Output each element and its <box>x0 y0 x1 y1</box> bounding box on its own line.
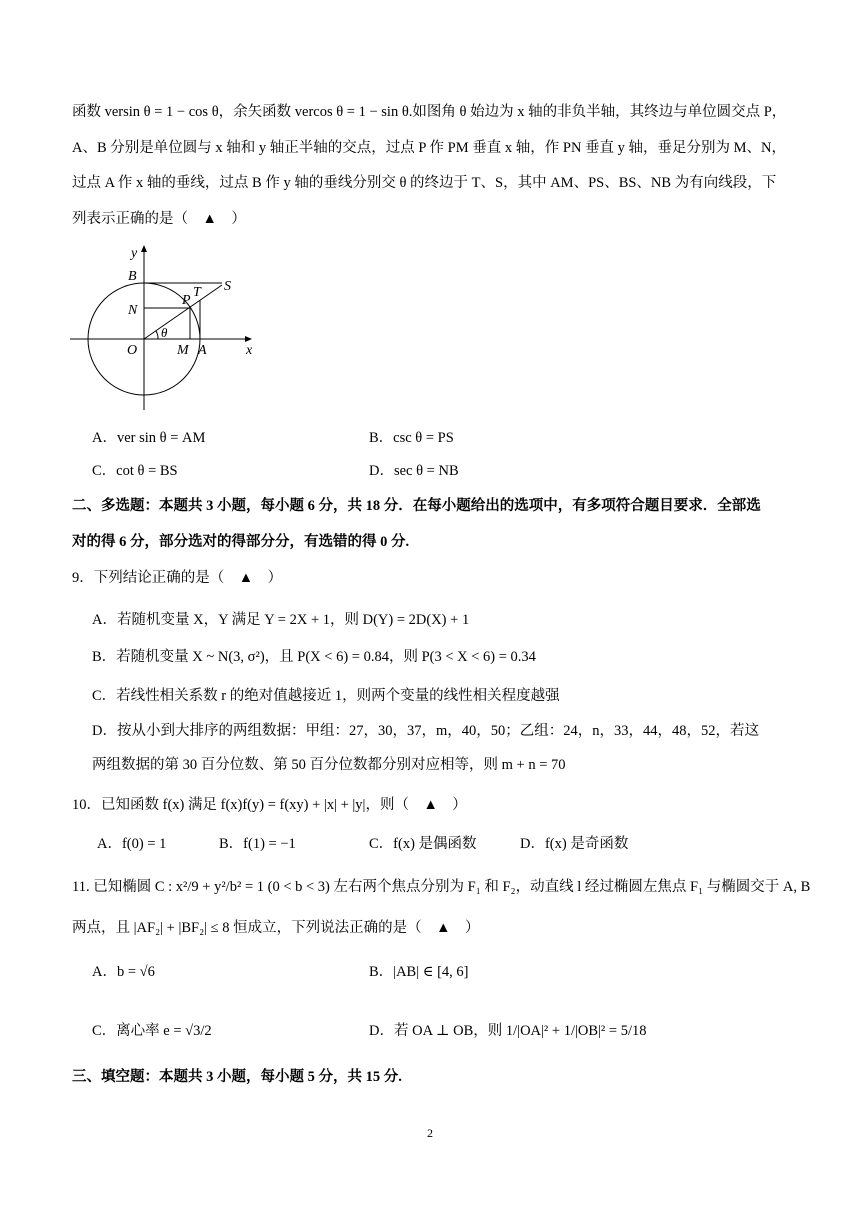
q9-option-c: C．若线性相关系数 r 的绝对值越接近 1，则两个变量的线性相关程度越强 <box>92 688 560 704</box>
label-o: O <box>127 343 138 358</box>
label-s: S <box>224 279 231 294</box>
q10-option-b: B．f(1) = −1 <box>219 836 296 852</box>
q9-stem: 9．下列结论正确的是（ ▲ ） <box>72 570 283 586</box>
q9-option-b: B．若随机变量 X ~ N(3, σ²)，且 P(X < 6) = 0.84，则 P(3 < X < 6) = 0.34 <box>92 649 536 665</box>
q11-option-b: B．|AB| ∈ [4, 6] <box>369 964 469 980</box>
q11-option-d: D．若 OA ⊥ OB，则 1/|OA|² + 1/|OB|² = 5/18 <box>369 1023 647 1039</box>
q8-stem-line-3: 过点 A 作 x 轴的垂线，过点 B 作 y 轴的垂线分别交 θ 的终边于 T、S，其中 AM、PS、BS、NB 为有向线段，下 <box>72 175 777 191</box>
section3-heading: 三、填空题：本题共 3 小题，每小题 5 分，共 15 分. <box>72 1069 402 1085</box>
q8-stem-line-1: 函数 versin θ = 1 − cos θ，余矢函数 vercos θ = 1 − sin θ.如图角 θ 始边为 x 轴的非负半轴，其终边与单位圆交点 P， <box>72 104 787 120</box>
label-m: M <box>177 343 189 358</box>
section2-heading-line-1: 二、多选题：本题共 3 小题，每小题 6 分，共 18 分．在每小题给出的选项中，有多项符合题目要求．全部选 <box>72 498 761 514</box>
label-t: T <box>193 285 201 300</box>
label-p: P <box>182 293 191 308</box>
q11-stem-line-2: 两点，且 |AF₂| + |BF₂| ≤ 8 恒成立，下列说法正确的是（ ▲ ） <box>72 920 480 936</box>
q10-option-a: A．f(0) = 1 <box>97 836 167 852</box>
theta-arc <box>156 331 158 339</box>
q11-option-a: A．b = √6 <box>92 964 155 980</box>
q8-stem-line-2: A、B 分别是单位圆与 x 轴和 y 轴正半轴的交点，过点 P 作 PM 垂直 x 轴，作 PN 垂直 y 轴，垂足分别为 M、N， <box>72 140 787 156</box>
q10-option-c: C．f(x) 是偶函数 <box>369 836 477 852</box>
unit-circle-figure <box>60 238 260 418</box>
q8-option-c: C．cot θ = BS <box>92 463 178 479</box>
q11-option-c: C．离心率 e = √3/2 <box>92 1023 212 1039</box>
x-axis-arrow <box>245 336 252 342</box>
label-theta: θ <box>161 325 168 340</box>
q8-stem-line-4: 列表示正确的是（ ▲ ） <box>72 211 246 227</box>
label-n: N <box>128 303 138 318</box>
label-y: y <box>131 246 138 261</box>
label-a: A <box>198 343 207 358</box>
section2-heading-line-2: 对的得 6 分，部分选对的得部分分，有选错的得 0 分. <box>72 534 410 550</box>
q8-option-b: B．csc θ = PS <box>369 430 454 446</box>
q10-stem: 10．已知函数 f(x) 满足 f(x)f(y) = f(xy) + |x| + |y|，则（ ▲ ） <box>72 797 467 813</box>
q11-stem-line-1: 11. 已知椭圆 C : x²/9 + y²/b² = 1 (0 < b < 3) 左右两个焦点分别为 F₁ 和 F₂，动直线 l 经过椭圆左焦点 F₁ 与椭圆交于 A, B <box>72 879 811 895</box>
q8-option-a: A．ver sin θ = AM <box>92 430 206 446</box>
y-axis-arrow <box>141 245 147 252</box>
label-b: B <box>128 269 137 284</box>
q8-option-d: D．sec θ = NB <box>369 463 459 479</box>
q10-option-d: D．f(x) 是奇函数 <box>520 836 629 852</box>
q9-option-d-line-1: D．按从小到大排序的两组数据：甲组：27，30，37，m，40，50；乙组：24，n，33，44，48，52，若这 <box>92 723 759 739</box>
page-number: 2 <box>427 1126 433 1140</box>
label-x: x <box>246 343 253 358</box>
q9-option-a: A．若随机变量 X，Y 满足 Y = 2X + 1，则 D(Y) = 2D(X) + 1 <box>92 612 470 628</box>
q9-option-d-line-2: 两组数据的第 30 百分位数、第 50 百分位数都分别对应相等，则 m + n = 70 <box>92 757 566 773</box>
